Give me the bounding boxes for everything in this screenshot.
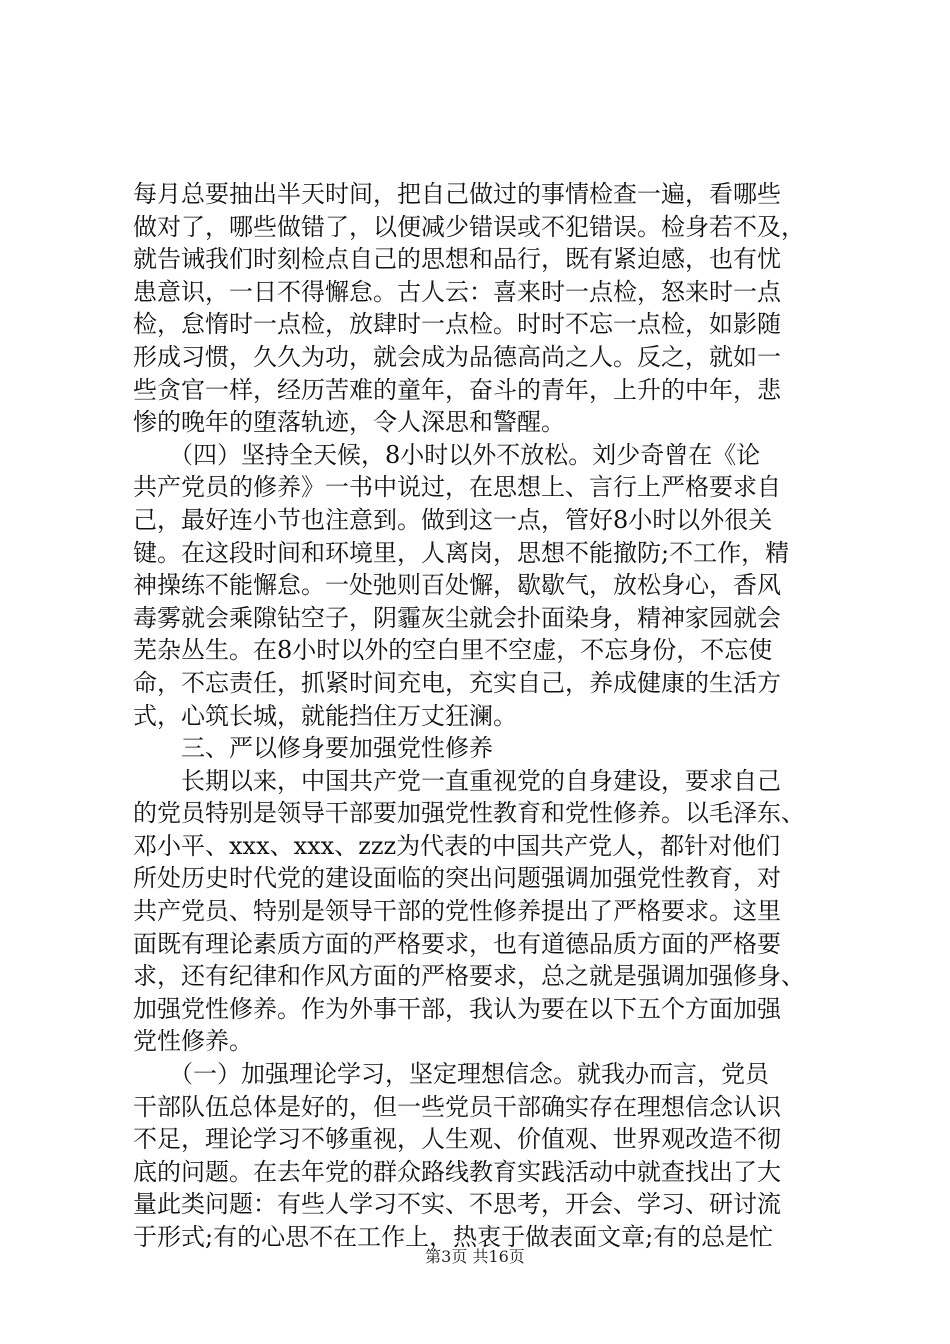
text-line: 检，怠惰时一点检，放肆时一点检。时时不忘一点检，如影随	[133, 310, 781, 339]
text-line: 惨的晚年的堕落轨迹，令人深思和警醒。	[133, 408, 565, 437]
body-text	[133, 178, 823, 1254]
text-line: 加强党性修养。作为外事干部，我认为要在以下五个方面加强	[133, 994, 781, 1023]
text-line: 党性修养。	[133, 1027, 253, 1056]
text-line: 长期以来，中国共产党一直重视党的自身建设，要求自己	[133, 766, 781, 795]
text-line: 键。在这段时间和环境里，人离岗，思想不能撤防;不工作，精	[133, 538, 790, 567]
text-line: 三、严以修身要加强党性修养	[133, 734, 493, 763]
text-line: （四）坚持全天候，8小时以外不放松。刘少奇曾在《论	[133, 440, 761, 469]
text-line: 己，最好连小节也注意到。做到这一点，管好8小时以外很关	[133, 505, 773, 534]
text-line: 共产党员的修养》一书中说过，在思想上、言行上严格要求自	[133, 473, 781, 502]
text-line: 干部队伍总体是好的，但一些党员干部确实存在理想信念认识	[133, 1092, 781, 1121]
text-line: 不足，理论学习不够重视，人生观、价值观、世界观改造不彻	[133, 1125, 781, 1154]
text-line: 做对了，哪些做错了，以便减少错误或不犯错误。检身若不及，	[133, 212, 805, 241]
text-line: 的党员特别是领导干部要加强党性教育和党性修养。以毛泽东、	[133, 799, 805, 828]
text-line: 量此类问题：有些人学习不实、不思考，开会、学习、研讨流	[133, 1190, 781, 1219]
text-line: 每月总要抽出半天时间，把自己做过的事情检查一遍，看哪些	[133, 180, 781, 208]
text-line: 所处历史时代党的建设面临的突出问题强调加强党性教育，对	[133, 864, 781, 893]
text-line: 形成习惯，久久为功，就会成为品德高尚之人。反之，就如一	[133, 342, 781, 371]
text-line: 毒雾就会乘隙钻空子，阴霾灰尘就会扑面染身，精神家园就会	[133, 603, 781, 632]
text-line: 式，心筑长城，就能挡住万丈狂澜。	[133, 701, 517, 730]
text-line: 就告诫我们时刻检点自己的思想和品行，既有紧迫感，也有忧	[133, 245, 781, 274]
page-footer: 第3页 共16页	[425, 1247, 525, 1266]
text-line: 芜杂丛生。在8小时以外的空白里不空虚，不忘身份，不忘使	[133, 636, 773, 665]
text-line: 共产党员、特别是领导干部的党性修养提出了严格要求。这里	[133, 897, 781, 926]
text-line: 求，还有纪律和作风方面的严格要求，总之就是强调加强修身、	[133, 962, 805, 991]
text-line: 患意识，一日不得懈怠。古人云：喜来时一点检，怒来时一点	[133, 277, 781, 306]
text-line: （一）加强理论学习，坚定理想信念。就我办而言，党员	[133, 1060, 769, 1089]
text-line: 邓小平、xxx、xxx、zzz为代表的中国共产党人，都针对他们	[133, 831, 781, 860]
text-line: 命，不忘责任，抓紧时间充电，充实自己，养成健康的生活方	[133, 668, 781, 697]
text-line: 于形式;有的心思不在工作上，热衷于做表面文章;有的总是忙	[133, 1223, 774, 1251]
text-line: 底的问题。在去年党的群众路线教育实践活动中就查找出了大	[133, 1157, 781, 1186]
text-line: 些贪官一样，经历苦难的童年，奋斗的青年，上升的中年，悲	[133, 375, 781, 404]
text-line: 面既有理论素质方面的严格要求，也有道德品质方面的严格要	[133, 929, 781, 958]
text-line: 神操练不能懈怠。一处弛则百处懈，歇歇气，放松身心，香风	[133, 571, 781, 600]
